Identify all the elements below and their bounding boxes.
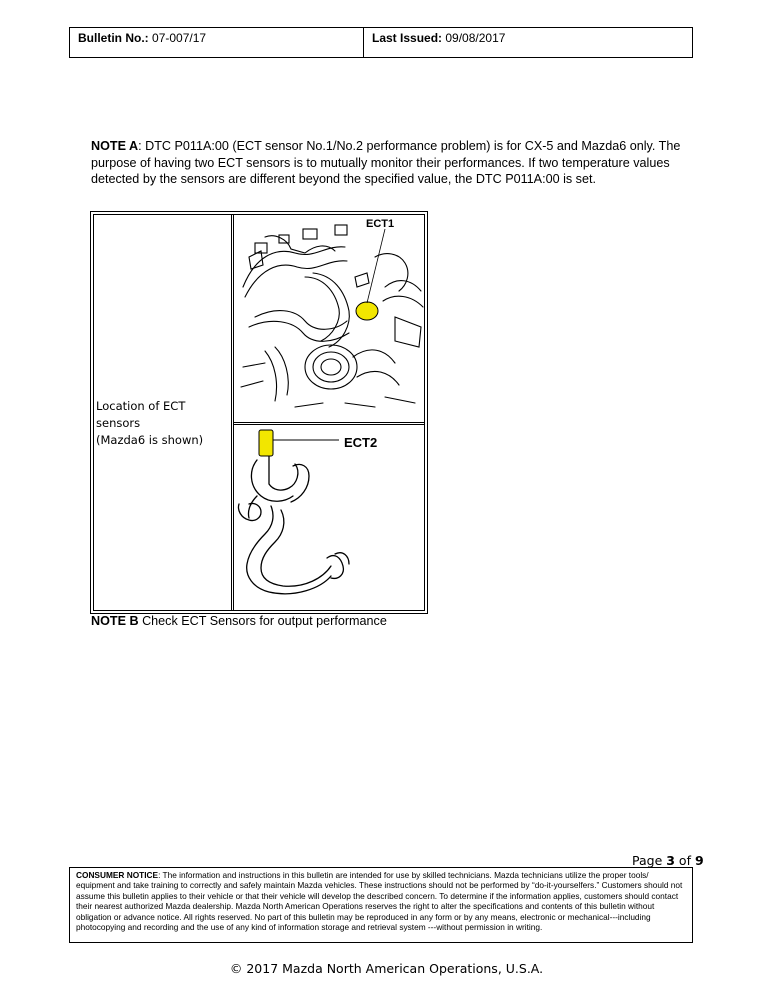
engine-bay-illustration	[235, 217, 427, 421]
ect-location-label	[96, 398, 231, 449]
note-b-text: Check ECT Sensors for output performance	[138, 614, 387, 628]
bulletin-number-label: Bulletin No.:	[78, 31, 149, 45]
table-column-divider	[231, 215, 234, 610]
last-issued-cell	[364, 28, 692, 57]
note-a-text: : DTC P011A:00 (ECT sensor No.1/No.2 performance problem) is for CX-5 and Mazda6 only. The purpose of having two ECT sensors is to mutually monitor their performances. If two temperature values detected by the sensors are different beyond the specified value, the DTC P011A:00 is set.	[91, 139, 681, 186]
bulletin-header	[69, 27, 693, 58]
ect2-sensor-highlight	[259, 430, 273, 456]
page-current: 3	[666, 853, 675, 868]
ect-location-table	[90, 211, 428, 614]
ect-location-label-line1: Location of ECT sensors	[96, 399, 186, 430]
last-issued-value: 09/08/2017	[445, 31, 506, 45]
page-total: 9	[694, 853, 704, 868]
ect1-label: ECT1	[366, 218, 395, 230]
note-b-line	[91, 614, 387, 628]
note-b-label: NOTE B	[91, 614, 139, 628]
consumer-notice-box	[69, 867, 693, 943]
copyright-footer: © 2017 Mazda North American Operations, U.S.A.	[229, 961, 544, 976]
page-middle: of	[674, 853, 695, 868]
consumer-notice-text: : The information and instructions in this bulletin are intended for use by skilled technicians. Mazda technicians utilize the proper tools/ equipment and take training to correctly and safely maintain Mazda vehicles. These instructions should not be performed by “do-it-yourselfers.” Customers should not assume this bulletin applies to their vehicle or that their vehicle will develop the described concern. To determine if the information applies, customers should contact their nearest authorized Mazda dealership. Mazda North American Operations reserves the right to alter the specifications and contents of this bulletin without obligation or advance notice. All rights reserved. No part of this bulletin may be reproduced in any form or by any means, electronic or mechanical---including photocopying and recording and the use of any kind of information storage and retrieval system ---without permission in writing.	[76, 870, 683, 933]
bulletin-number-cell	[70, 28, 364, 57]
table-row-divider	[234, 422, 424, 425]
table-inner-frame	[93, 214, 425, 611]
note-a-label: NOTE A	[91, 139, 139, 153]
bulletin-number-value: 07-007/17	[152, 31, 207, 45]
last-issued-label: Last Issued:	[372, 31, 443, 45]
coolant-hose-illustration	[235, 426, 427, 612]
page-number	[632, 853, 704, 868]
ect-location-label-line2: (Mazda6 is shown)	[96, 433, 204, 447]
note-a-paragraph	[91, 138, 681, 188]
consumer-notice-label: CONSUMER NOTICE	[76, 870, 159, 880]
page-prefix: Page	[632, 853, 667, 868]
ect1-sensor-highlight	[356, 302, 378, 320]
ect2-label: ECT2	[344, 435, 378, 450]
